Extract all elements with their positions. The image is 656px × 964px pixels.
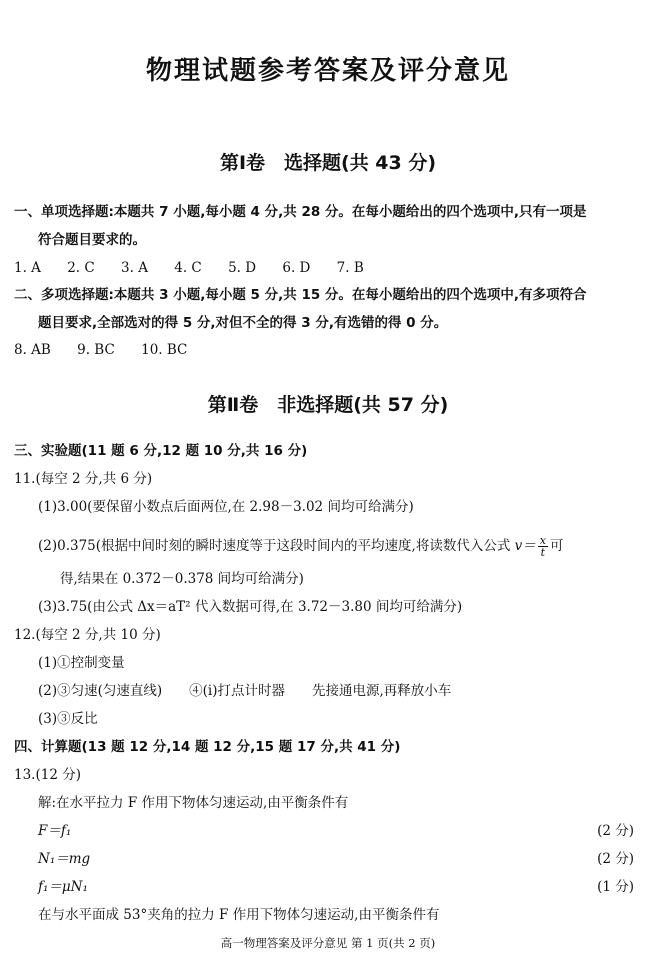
section-2-header-cont: 题目要求,全部选对的得 5 分,对但不全的得 3 分,有选错的得 0 分。 bbox=[38, 315, 448, 331]
fraction-x-over-t bbox=[538, 535, 548, 558]
answer-item: 7. B bbox=[336, 260, 364, 276]
section-1-answers bbox=[14, 258, 386, 278]
answer-item: 8. AB bbox=[14, 342, 51, 358]
section-3-header: 三、实验题(11 题 6 分,12 题 10 分,共 16 分) bbox=[14, 443, 308, 459]
fraction-numerator: x bbox=[539, 534, 546, 547]
section-2-answers bbox=[14, 340, 209, 360]
answer-item: 2. C bbox=[67, 260, 95, 276]
question-11-head: 11.(每空 2 分,共 6 分) bbox=[14, 471, 153, 487]
answer-item: 9. BC bbox=[77, 342, 115, 358]
q13-intro: 解:在水平拉力 F 作用下物体匀速运动,由平衡条件有 bbox=[38, 795, 349, 811]
q13-next-step: 在与水平面成 53°夹角的拉力 F 作用下物体匀速运动,由平衡条件有 bbox=[38, 907, 440, 923]
page-footer: 高一物理答案及评分意见 第 1 页(共 2 页) bbox=[220, 936, 436, 950]
answer-item: 6. D bbox=[282, 260, 311, 276]
equation: f₁＝μN₁ bbox=[38, 879, 88, 895]
q11-part-1: (1)3.00(要保留小数点后面两位,在 2.98－3.02 间均可给满分) bbox=[38, 499, 414, 515]
equation: N₁＝mg bbox=[38, 851, 91, 867]
answer-item: 10. BC bbox=[141, 342, 188, 358]
q11-part-2-tail: 可 bbox=[549, 538, 564, 554]
section-4-header: 四、计算题(13 题 12 分,14 题 12 分,15 题 17 分,共 41 分) bbox=[14, 739, 401, 755]
q12-part-1: (1)①控制变量 bbox=[38, 655, 125, 671]
q11-part-2-cont: 得,结果在 0.372－0.378 间均可给满分) bbox=[60, 571, 304, 587]
answer-item: 4. C bbox=[174, 260, 202, 276]
equation: F＝f₁ bbox=[38, 823, 72, 839]
section-1-header: 一、单项选择题:本题共 7 小题,每小题 4 分,共 28 分。在每小题给出的四个选项中,只有一项是 bbox=[14, 204, 587, 220]
answer-item: 1. A bbox=[14, 260, 41, 276]
question-13-head: 13.(12 分) bbox=[14, 767, 81, 783]
q11-part-2-text: (2)0.375(根据中间时刻的瞬时速度等于这段时间内的平均速度,将读数代入公式 bbox=[38, 538, 515, 554]
volume-1-heading: 第Ⅰ卷 选择题(共 43 分) bbox=[219, 152, 437, 174]
q12-part-2: (2)③匀速(匀速直线) ④(ⅰ)打点计时器 先接通电源,再释放小车 bbox=[38, 683, 452, 699]
answer-item: 3. A bbox=[121, 260, 148, 276]
section-2-header: 二、多项选择题:本题共 3 小题,每小题 5 分,共 15 分。在每小题给出的四个选项中,有多项符合 bbox=[14, 287, 587, 303]
q11-part-2 bbox=[38, 535, 563, 558]
equation-score: (1 分) bbox=[597, 879, 634, 895]
answer-item: 5. D bbox=[228, 260, 257, 276]
equation-score: (2 分) bbox=[597, 851, 634, 867]
fraction-denominator: t bbox=[540, 546, 546, 559]
equation-score: (2 分) bbox=[597, 823, 634, 839]
section-1-header-cont: 符合题目要求的。 bbox=[38, 232, 146, 248]
formula-lhs: v＝ bbox=[514, 538, 536, 554]
volume-2-heading: 第Ⅱ卷 非选择题(共 57 分) bbox=[207, 394, 449, 416]
question-12-head: 12.(每空 2 分,共 10 分) bbox=[14, 627, 161, 643]
q11-part-3: (3)3.75(由公式 Δx＝aT² 代入数据可得,在 3.72－3.80 间均可给满分) bbox=[38, 599, 463, 615]
q12-part-3: (3)③反比 bbox=[38, 711, 98, 727]
document-title: 物理试题参考答案及评分意见 bbox=[145, 56, 510, 86]
